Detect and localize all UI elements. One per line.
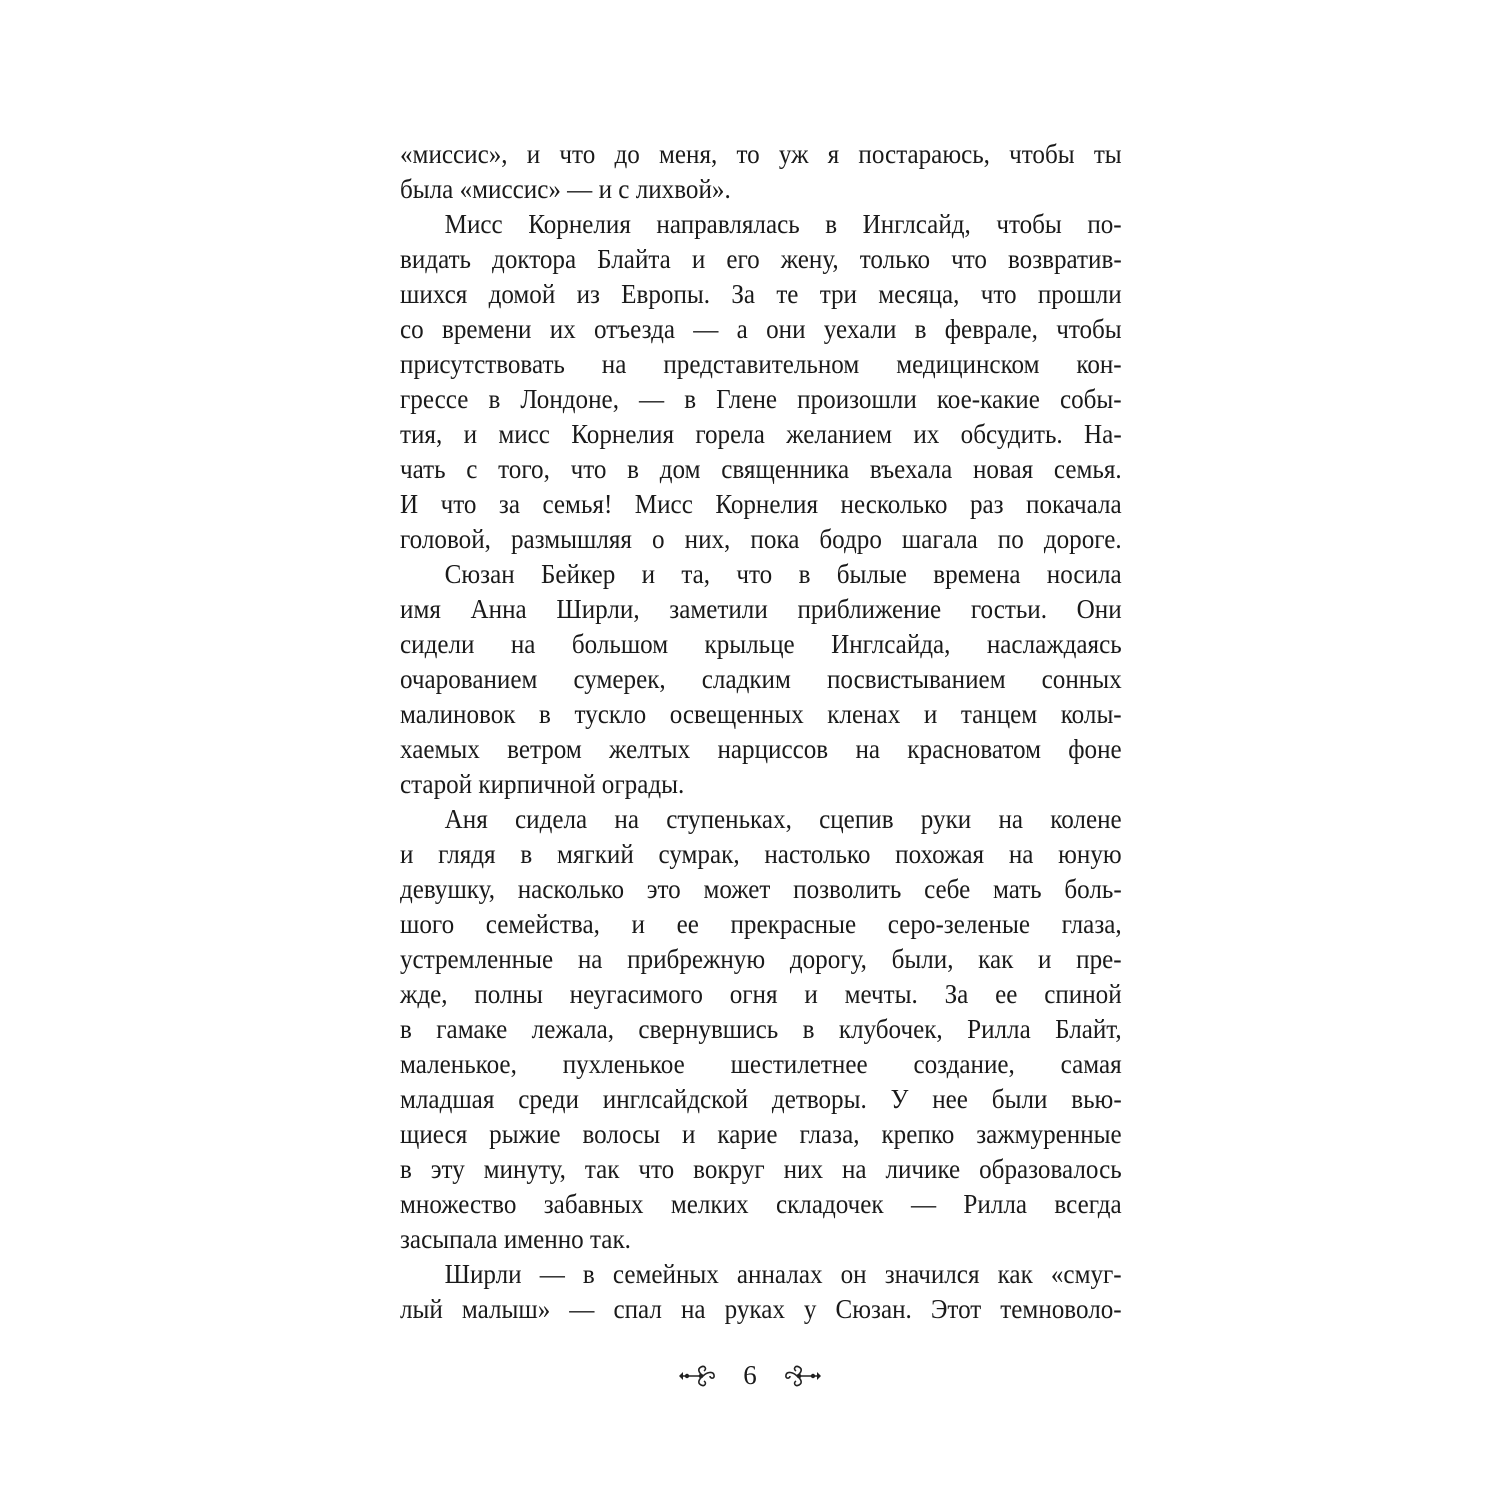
text-line: малиновок в тускло освещенных кленах и танцем колы-: [400, 699, 1122, 729]
text-line: девушку, насколько это может позволить себе мать боль-: [400, 874, 1122, 904]
page-footer: [0, 1360, 1500, 1391]
text-line: засыпала именно так.: [400, 1224, 631, 1254]
text-line: имя Анна Ширли, заметили приближение гостьи. Они: [400, 594, 1122, 624]
text-line: шого семейства, и ее прекрасные серо-зеленые глаза,: [400, 909, 1122, 939]
text-line: щиеся рыжие волосы и карие глаза, крепко зажмуренные: [400, 1119, 1122, 1149]
text-line: Сюзан Бейкер и та, что в былые времена носила: [444, 559, 1122, 589]
text-line: присутствовать на представительном медицинском кон-: [400, 349, 1122, 379]
book-page-text: [400, 137, 1122, 1327]
text-line: грессе в Лондоне, — в Глене произошли кое-какие собы-: [400, 384, 1122, 414]
text-line: хаемых ветром желтых нарциссов на красноватом фоне: [400, 734, 1122, 764]
text-line: множество забавных мелких складочек — Рилла всегда: [400, 1189, 1122, 1219]
text-line: шихся домой из Европы. За те три месяца, что прошли: [400, 279, 1122, 309]
text-line: старой кирпичной ограды.: [400, 769, 685, 799]
text-line: сидели на большом крыльце Инглсайда, наслаждаясь: [400, 629, 1122, 659]
text-line: и глядя в мягкий сумрак, настолько похожая на юную: [400, 839, 1122, 869]
text-line: маленькое, пухленькое шестилетнее создание, самая: [400, 1049, 1122, 1079]
text-line: чать с того, что в дом священника въехала новая семья.: [400, 454, 1122, 484]
text-line: лый малыш» — спал на руках у Сюзан. Этот темноволо-: [400, 1294, 1122, 1324]
text-line: младшая среди инглсайдской детворы. У нее были вью-: [400, 1084, 1122, 1114]
text-line: со времени их отъезда — а они уехали в феврале, чтобы: [400, 314, 1122, 344]
text-line: видать доктора Блайта и его жену, только что возвратив-: [400, 244, 1122, 274]
right-fleuron-ornament-icon: [779, 1363, 823, 1389]
text-line: была «миссис» — и с лихвой».: [400, 174, 731, 204]
text-line: Аня сидела на ступеньках, сцепив руки на колене: [444, 804, 1122, 834]
text-line: очарованием сумерек, сладким посвистыванием сонных: [400, 664, 1122, 694]
text-line: жде, полны неугасимого огня и мечты. За ее спиной: [400, 979, 1122, 1009]
page-number: 6: [743, 1360, 757, 1390]
text-line: Мисс Корнелия направлялась в Инглсайд, чтобы по-: [444, 209, 1122, 239]
left-fleuron-ornament-icon: [677, 1363, 721, 1389]
text-line: в эту минуту, так что вокруг них на личике образовалось: [400, 1154, 1122, 1184]
text-line: головой, размышляя о них, пока бодро шагала по дороге.: [400, 524, 1122, 554]
text-line: Ширли — в семейных анналах он значился как «смуг-: [444, 1259, 1122, 1289]
text-line: И что за семья! Мисс Корнелия несколько раз покачала: [400, 489, 1122, 519]
text-line: тия, и мисс Корнелия горела желанием их обсудить. На-: [400, 419, 1122, 449]
text-line: в гамаке лежала, свернувшись в клубочек, Рилла Блайт,: [400, 1014, 1122, 1044]
text-line: «миссис», и что до меня, то уж я постараюсь, чтобы ты: [400, 139, 1122, 169]
text-line: устремленные на прибрежную дорогу, были, как и пре-: [400, 944, 1122, 974]
